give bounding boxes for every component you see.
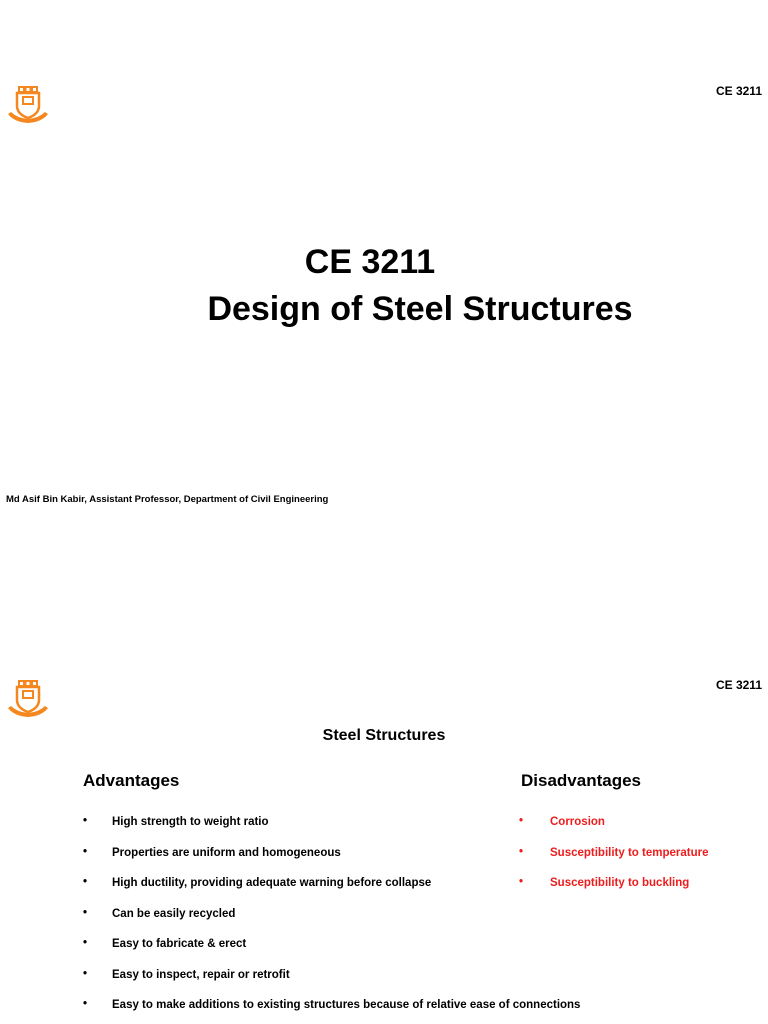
list-item <box>519 816 759 847</box>
course-code-label: CE 3211 <box>715 84 762 98</box>
bullet-icon: • <box>83 967 88 980</box>
list-item <box>83 908 683 939</box>
slide-title <box>0 240 768 331</box>
bullet-icon: • <box>519 876 524 888</box>
bullet-icon: • <box>83 906 88 919</box>
title-course-name: Design of Steel Structures <box>207 290 633 328</box>
list-item <box>83 938 683 969</box>
bullet-icon: • <box>83 937 88 949</box>
advantage-text: Properties are uniform and homogeneous <box>112 846 341 859</box>
advantage-text: Can be easily recycled <box>112 907 236 920</box>
advantage-text: Easy to inspect, repair or retrofit <box>112 968 290 981</box>
university-logo-icon <box>6 678 50 720</box>
list-item <box>83 969 683 1000</box>
advantage-text: Easy to fabricate & erect <box>112 938 247 950</box>
advantage-text: High ductility, providing adequate warning before collapse <box>112 877 432 889</box>
disadvantages-list <box>519 816 759 908</box>
section-title: Steel Structures <box>322 727 446 744</box>
bullet-icon: • <box>83 815 88 827</box>
bullet-icon: • <box>519 845 524 858</box>
advantages-heading: Advantages <box>83 771 180 790</box>
bullet-icon: • <box>83 876 88 888</box>
bullet-icon: • <box>83 845 88 858</box>
disadvantage-text: Corrosion <box>550 816 605 828</box>
list-item <box>519 877 759 908</box>
course-code-label: CE 3211 <box>715 678 762 692</box>
disadvantage-text: Susceptibility to buckling <box>550 877 690 889</box>
advantage-text: Easy to make additions to existing structures because of relative ease of connections <box>112 999 581 1011</box>
bullet-icon: • <box>83 998 88 1010</box>
disadvantage-text: Susceptibility to temperature <box>550 846 709 859</box>
author-line: Md Asif Bin Kabir, Assistant Professor, Department of Civil Engineering <box>6 494 329 505</box>
bullet-icon: • <box>519 815 524 827</box>
title-course-code: CE 3211 <box>304 243 436 281</box>
advantage-text: High strength to weight ratio <box>112 816 269 828</box>
university-logo-icon <box>6 84 50 126</box>
content-slide <box>0 594 768 1024</box>
list-item <box>519 847 759 878</box>
disadvantages-heading: Disadvantages <box>521 771 641 790</box>
list-item <box>83 999 683 1024</box>
